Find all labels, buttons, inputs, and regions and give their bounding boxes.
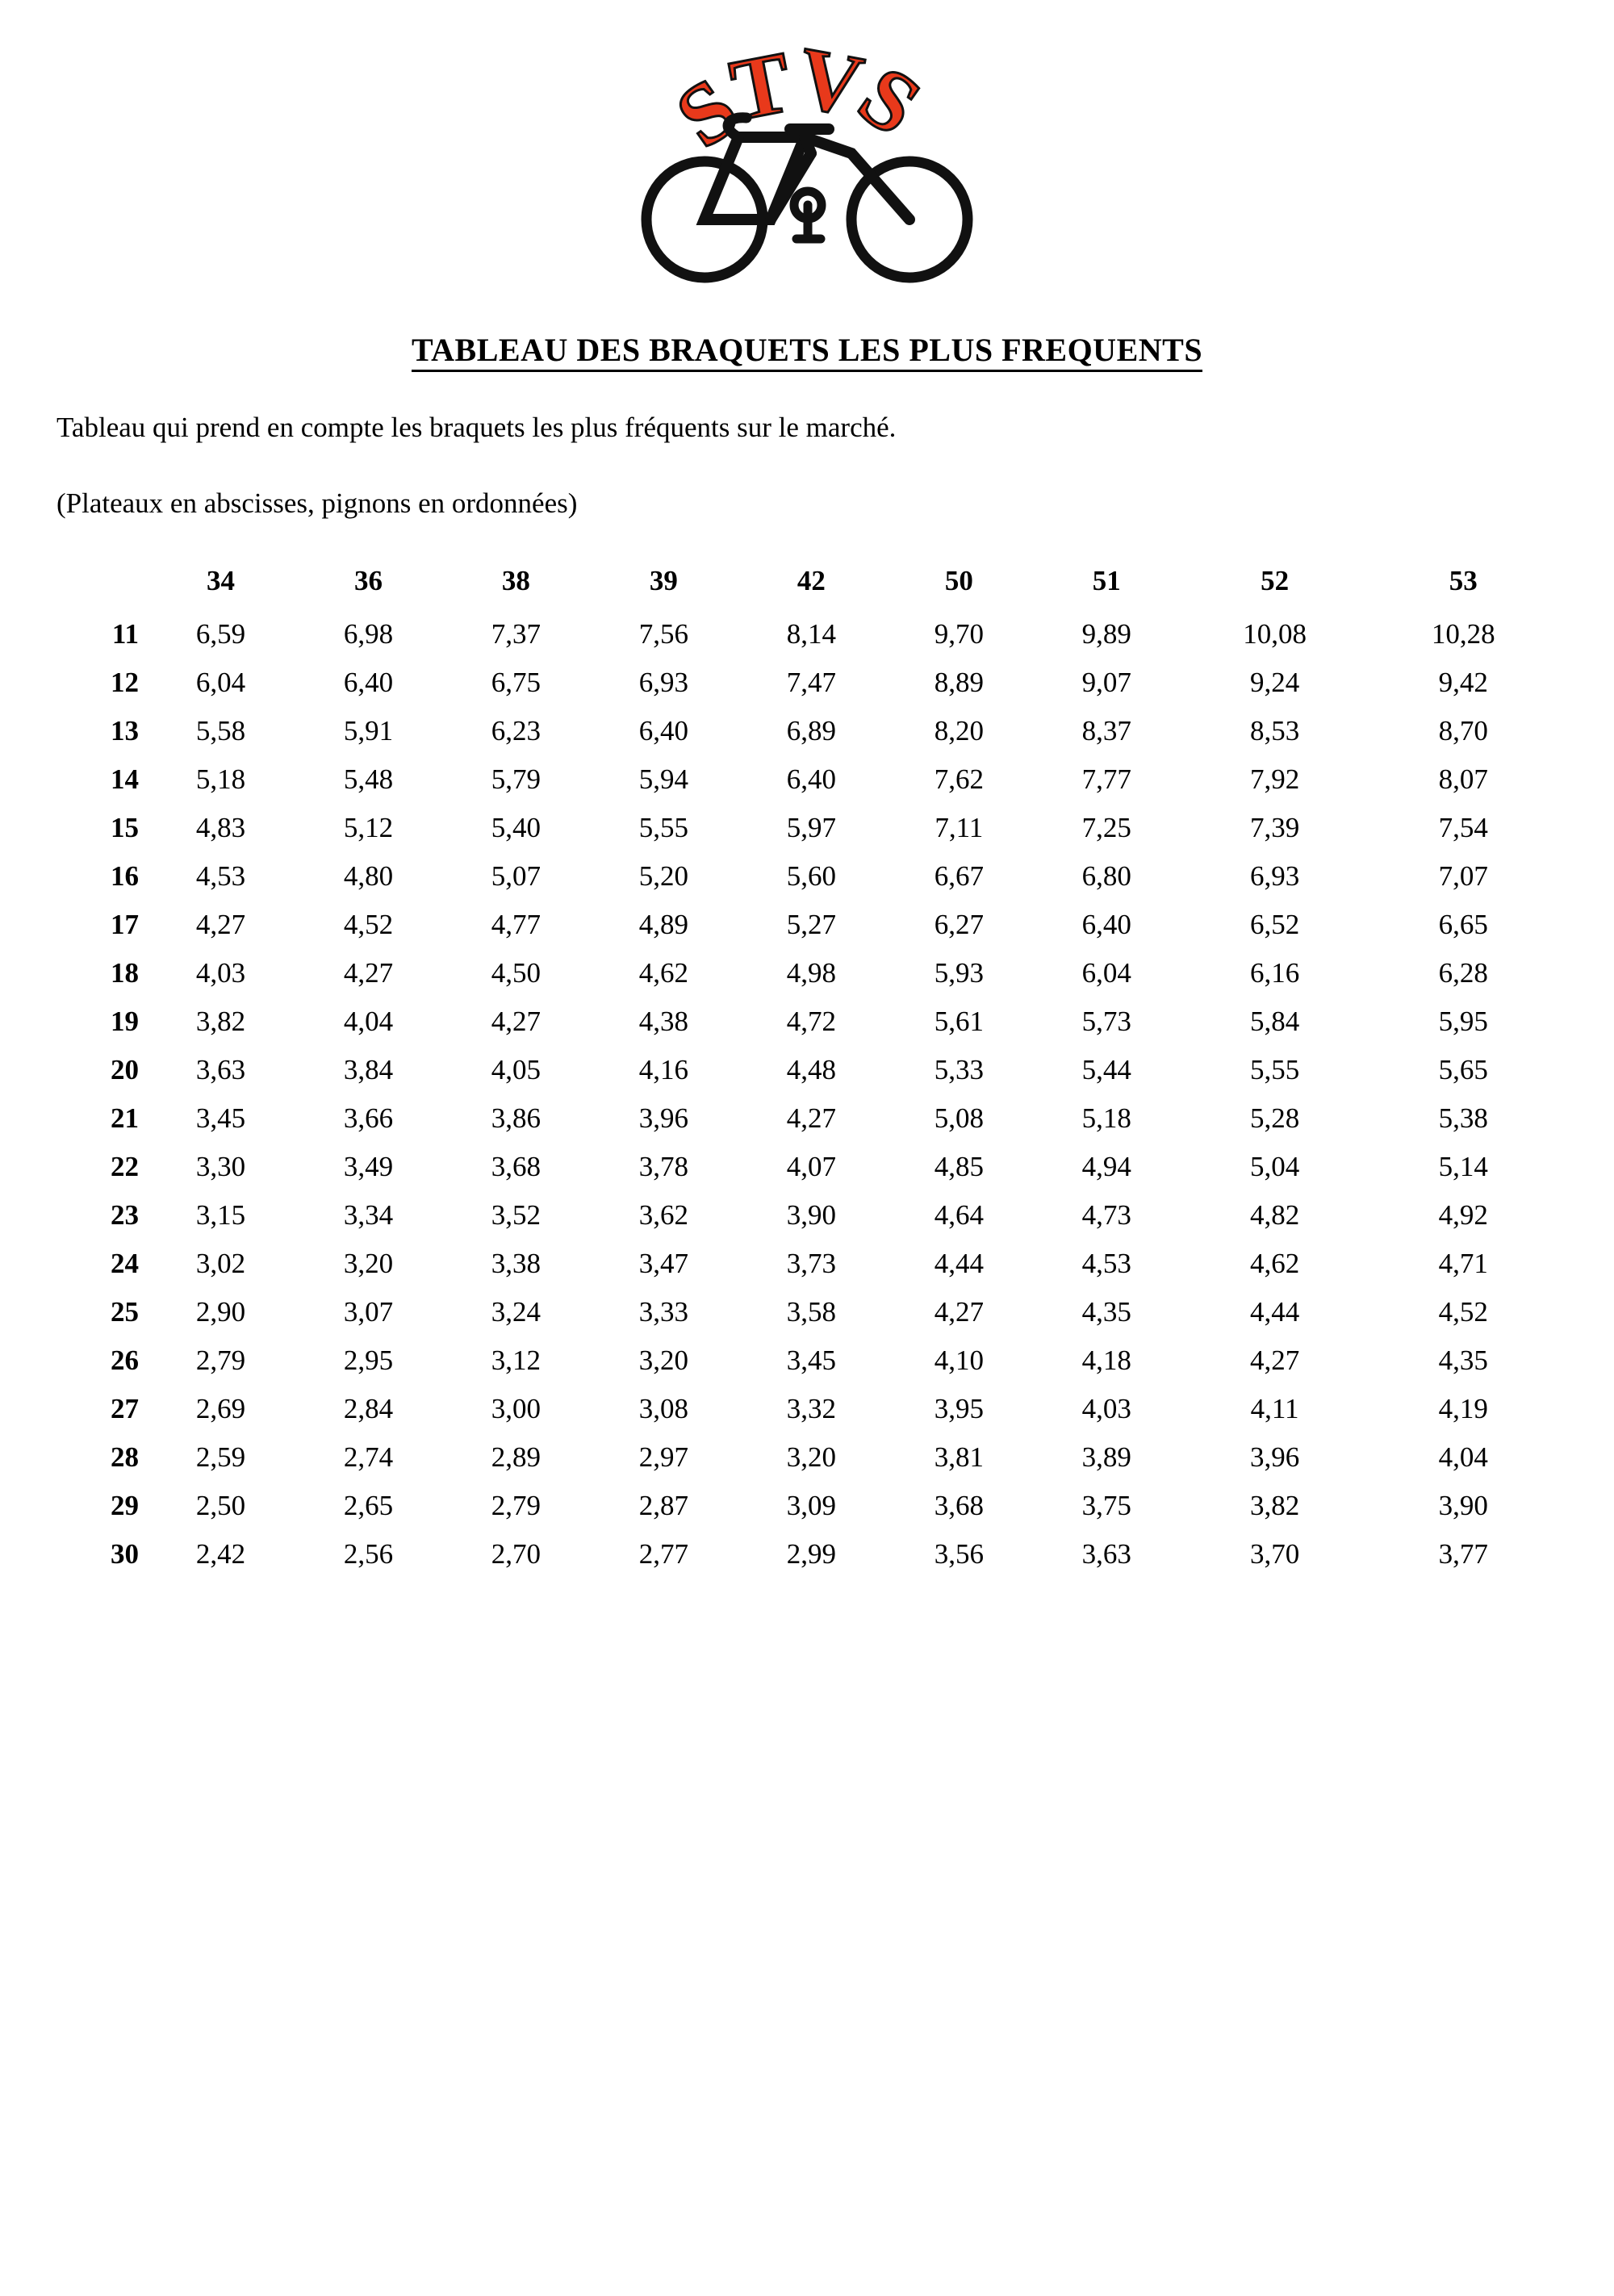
row-header: 30	[111, 1538, 139, 1570]
table-header	[65, 564, 1558, 610]
table-cell: 3,62	[638, 1199, 689, 1231]
table-cell: 3,15	[195, 1199, 246, 1231]
table-cell: 5,40	[491, 812, 541, 843]
intro-paragraph: Tableau qui prend en compte les braquets les plus fréquents sur le marché.	[56, 412, 897, 443]
table-cell: 3,34	[343, 1199, 394, 1231]
row-header: 13	[111, 715, 139, 747]
table-cell: 2,50	[195, 1490, 246, 1521]
table-row	[65, 997, 1558, 1046]
table-cell: 3,84	[343, 1054, 394, 1085]
table-row	[65, 1143, 1558, 1191]
column-header: 50	[944, 565, 973, 596]
table-cell: 2,56	[343, 1538, 394, 1570]
table-cell: 5,97	[786, 812, 836, 843]
row-header: 23	[111, 1199, 139, 1231]
table-cell: 4,07	[786, 1151, 836, 1182]
table-cell: 7,37	[491, 618, 541, 650]
table-cell: 5,73	[1081, 1006, 1131, 1037]
table-cell: 5,93	[934, 957, 984, 989]
table-cell: 3,89	[1081, 1441, 1131, 1473]
table-cell: 3,75	[1081, 1490, 1131, 1521]
table-header-row	[65, 564, 1558, 610]
table-cell: 6,28	[1438, 957, 1488, 989]
table-cell: 3,12	[491, 1345, 541, 1376]
table-cell: 8,07	[1438, 763, 1488, 795]
table-cell: 3,73	[786, 1248, 836, 1279]
table-cell: 8,20	[934, 715, 984, 747]
row-header: 15	[111, 812, 139, 843]
table-cell: 7,92	[1249, 763, 1300, 795]
table-cell: 3,02	[195, 1248, 246, 1279]
table-cell: 4,92	[1438, 1199, 1488, 1231]
column-header: 39	[649, 565, 678, 596]
table-cell: 2,99	[786, 1538, 836, 1570]
table-cell: 7,25	[1081, 812, 1131, 843]
table-cell: 5,55	[1249, 1054, 1300, 1085]
table-cell: 8,70	[1438, 715, 1488, 747]
table-cell: 8,89	[934, 667, 984, 698]
table-cell: 4,62	[1249, 1248, 1300, 1279]
table-cell: 4,64	[934, 1199, 984, 1231]
row-header: 17	[111, 909, 139, 940]
column-header: 53	[1449, 565, 1478, 596]
table-cell: 2,42	[195, 1538, 246, 1570]
table-cell: 5,18	[1081, 1102, 1131, 1134]
table-cell: 4,19	[1438, 1393, 1488, 1424]
table-cell: 5,48	[343, 763, 394, 795]
table-cell: 5,61	[934, 1006, 984, 1037]
table-cell: 3,78	[638, 1151, 689, 1182]
column-header: 42	[797, 565, 826, 596]
table-cell: 3,63	[1081, 1538, 1131, 1570]
table-row	[65, 1385, 1558, 1433]
table-cell: 6,27	[934, 909, 984, 940]
table-cell: 3,07	[343, 1296, 394, 1328]
table-row	[65, 610, 1558, 659]
table-cell: 3,90	[1438, 1490, 1488, 1521]
table-cell: 5,14	[1438, 1151, 1488, 1182]
table-cell: 6,80	[1081, 860, 1131, 892]
table-cell: 6,04	[1081, 957, 1131, 989]
table-cell: 5,38	[1438, 1102, 1488, 1134]
bicycle-icon	[646, 118, 968, 278]
table-cell: 2,84	[343, 1393, 394, 1424]
table-cell: 6,93	[638, 667, 689, 698]
table-cell: 3,58	[786, 1296, 836, 1328]
table-cell: 4,27	[343, 957, 394, 989]
logo-graphic	[617, 32, 997, 299]
table-cell: 3,30	[195, 1151, 246, 1182]
table-cell: 4,03	[1081, 1393, 1131, 1424]
table-cell: 5,94	[638, 763, 689, 795]
table-cell: 4,52	[1438, 1296, 1488, 1328]
table-cell: 7,47	[786, 667, 836, 698]
table-cell: 6,40	[343, 667, 394, 698]
table-row	[65, 659, 1558, 707]
row-header: 27	[111, 1393, 139, 1424]
table-cell: 3,47	[638, 1248, 689, 1279]
table-cell: 4,77	[491, 909, 541, 940]
table-cell: 4,52	[343, 909, 394, 940]
page-title	[0, 331, 1614, 369]
table-cell: 3,56	[934, 1538, 984, 1570]
table-cell: 6,75	[491, 667, 541, 698]
table-cell: 4,27	[934, 1296, 984, 1328]
table-cell: 2,79	[491, 1490, 541, 1521]
table-cell: 10,28	[1431, 618, 1495, 650]
table-cell: 3,86	[491, 1102, 541, 1134]
table-cell: 6,40	[638, 715, 689, 747]
row-header: 21	[111, 1102, 139, 1134]
table-row	[65, 1433, 1558, 1482]
table-row	[65, 1191, 1558, 1240]
table-cell: 7,54	[1438, 812, 1488, 843]
table-cell: 6,59	[195, 618, 246, 650]
table-cell: 6,65	[1438, 909, 1488, 940]
table-cell: 5,07	[491, 860, 541, 892]
table-cell: 4,38	[638, 1006, 689, 1037]
table-cell: 4,04	[1438, 1441, 1488, 1473]
table-row	[65, 707, 1558, 755]
table-cell: 7,62	[934, 763, 984, 795]
row-header: 16	[111, 860, 139, 892]
gear-ratio-table	[65, 564, 1558, 1579]
table-row	[65, 1482, 1558, 1530]
row-header: 24	[111, 1248, 139, 1279]
table-cell: 6,67	[934, 860, 984, 892]
table-cell: 6,52	[1249, 909, 1300, 940]
table-row	[65, 755, 1558, 804]
table-cell: 7,56	[638, 618, 689, 650]
row-header: 18	[111, 957, 139, 989]
row-header: 20	[111, 1054, 139, 1085]
stvs-cycling-logo	[617, 32, 997, 299]
table-cell: 3,24	[491, 1296, 541, 1328]
table-cell: 5,20	[638, 860, 689, 892]
table-cell: 2,70	[491, 1538, 541, 1570]
table-cell: 5,95	[1438, 1006, 1488, 1037]
table-cell: 5,08	[934, 1102, 984, 1134]
table-row	[65, 901, 1558, 949]
table-cell: 3,90	[786, 1199, 836, 1231]
table-cell: 6,93	[1249, 860, 1300, 892]
table-cell: 3,09	[786, 1490, 836, 1521]
table-cell: 4,82	[1249, 1199, 1300, 1231]
row-header: 29	[111, 1490, 139, 1521]
table-cell: 6,40	[1081, 909, 1131, 940]
table-cell: 5,91	[343, 715, 394, 747]
page-title-text: TABLEAU DES BRAQUETS LES PLUS FREQUENTS	[412, 332, 1202, 372]
table-row	[65, 1094, 1558, 1143]
table-cell: 9,07	[1081, 667, 1131, 698]
table-cell: 5,44	[1081, 1054, 1131, 1085]
table-cell: 9,42	[1438, 667, 1488, 698]
table-cell: 4,27	[786, 1102, 836, 1134]
table-cell: 4,48	[786, 1054, 836, 1085]
table-cell: 4,11	[1250, 1393, 1299, 1424]
table-row	[65, 804, 1558, 852]
table-cell: 4,18	[1081, 1345, 1131, 1376]
table-cell: 5,58	[195, 715, 246, 747]
table-cell: 6,16	[1249, 957, 1300, 989]
table-cell: 2,69	[195, 1393, 246, 1424]
table-cell: 4,27	[1249, 1345, 1300, 1376]
table-row	[65, 1046, 1558, 1094]
table-cell: 7,11	[935, 812, 984, 843]
table-cell: 9,70	[934, 618, 984, 650]
logo-block	[0, 0, 1614, 299]
table-cell: 8,14	[786, 618, 836, 650]
table-cell: 3,20	[638, 1345, 689, 1376]
table-cell: 4,85	[934, 1151, 984, 1182]
row-header: 12	[111, 667, 139, 698]
table-cell: 2,65	[343, 1490, 394, 1521]
table-cell: 4,27	[195, 909, 246, 940]
table-row	[65, 1336, 1558, 1385]
column-header: 51	[1092, 565, 1121, 596]
table-cell: 3,32	[786, 1393, 836, 1424]
table-cell: 8,53	[1249, 715, 1300, 747]
column-header: 36	[353, 565, 383, 596]
table-cell: 3,20	[343, 1248, 394, 1279]
table-cell: 4,53	[195, 860, 246, 892]
table-cell: 4,73	[1081, 1199, 1131, 1231]
table-cell: 4,71	[1438, 1248, 1488, 1279]
table-cell: 3,68	[934, 1490, 984, 1521]
table-cell: 4,35	[1438, 1345, 1488, 1376]
table-cell: 4,72	[786, 1006, 836, 1037]
table-cell: 6,89	[786, 715, 836, 747]
table-cell: 3,52	[491, 1199, 541, 1231]
table-cell: 5,12	[343, 812, 394, 843]
table-cell: 5,60	[786, 860, 836, 892]
table-cell: 2,77	[638, 1538, 689, 1570]
table-cell: 2,90	[195, 1296, 246, 1328]
table-cell: 4,83	[195, 812, 246, 843]
table-row	[65, 1530, 1558, 1579]
table-cell: 3,66	[343, 1102, 394, 1134]
table-cell: 4,10	[934, 1345, 984, 1376]
table-cell: 2,87	[638, 1490, 689, 1521]
table-cell: 3,00	[491, 1393, 541, 1424]
row-header: 11	[111, 618, 139, 650]
table-cell: 9,89	[1081, 618, 1131, 650]
table-cell: 4,50	[491, 957, 541, 989]
table-cell: 5,27	[786, 909, 836, 940]
table-cell: 5,84	[1249, 1006, 1300, 1037]
table-cell: 5,04	[1249, 1151, 1300, 1182]
table-cell: 5,65	[1438, 1054, 1488, 1085]
table-cell: 4,80	[343, 860, 394, 892]
table-cell: 4,53	[1081, 1248, 1131, 1279]
table-corner-cell	[65, 564, 147, 610]
table-cell: 3,20	[786, 1441, 836, 1473]
table-cell: 2,74	[343, 1441, 394, 1473]
row-header: 28	[111, 1441, 139, 1473]
column-header: 38	[501, 565, 530, 596]
table-cell: 3,33	[638, 1296, 689, 1328]
table-cell: 4,44	[1249, 1296, 1300, 1328]
row-header: 22	[111, 1151, 139, 1182]
table-cell: 3,95	[934, 1393, 984, 1424]
table-cell: 3,77	[1438, 1538, 1488, 1570]
table-cell: 3,08	[638, 1393, 689, 1424]
column-header: 34	[206, 565, 235, 596]
table-cell: 2,79	[195, 1345, 246, 1376]
table-cell: 4,94	[1081, 1151, 1131, 1182]
row-header: 14	[111, 763, 139, 795]
table-cell: 9,24	[1249, 667, 1300, 698]
table-cell: 4,03	[195, 957, 246, 989]
table-cell: 3,70	[1249, 1538, 1300, 1570]
table-cell: 6,04	[195, 667, 246, 698]
table-cell: 10,08	[1243, 618, 1307, 650]
table-cell: 8,37	[1081, 715, 1131, 747]
table-cell: 4,35	[1081, 1296, 1131, 1328]
column-header: 52	[1261, 565, 1290, 596]
table-cell: 5,79	[491, 763, 541, 795]
table-cell: 7,07	[1438, 860, 1488, 892]
table-cell: 4,44	[934, 1248, 984, 1279]
gear-table-wrapper	[0, 564, 1614, 1579]
table-cell: 4,05	[491, 1054, 541, 1085]
table-cell: 4,16	[638, 1054, 689, 1085]
table-cell: 3,45	[786, 1345, 836, 1376]
table-row	[65, 1240, 1558, 1288]
table-cell: 6,98	[343, 618, 394, 650]
row-header: 19	[111, 1006, 139, 1037]
table-row	[65, 949, 1558, 997]
table-cell: 5,18	[195, 763, 246, 795]
table-cell: 2,95	[343, 1345, 394, 1376]
table-cell: 3,68	[491, 1151, 541, 1182]
table-cell: 3,82	[195, 1006, 246, 1037]
table-cell: 3,45	[195, 1102, 246, 1134]
table-cell: 6,23	[491, 715, 541, 747]
table-cell: 3,96	[1249, 1441, 1300, 1473]
table-cell: 4,98	[786, 957, 836, 989]
table-cell: 3,96	[638, 1102, 689, 1134]
table-cell: 5,55	[638, 812, 689, 843]
table-cell: 3,49	[343, 1151, 394, 1182]
table-cell: 3,38	[491, 1248, 541, 1279]
table-cell: 5,33	[934, 1054, 984, 1085]
row-header: 26	[111, 1345, 139, 1376]
table-cell: 6,40	[786, 763, 836, 795]
table-cell: 2,59	[195, 1441, 246, 1473]
table-cell: 3,81	[934, 1441, 984, 1473]
table-row	[65, 1288, 1558, 1336]
table-cell: 7,77	[1081, 763, 1131, 795]
table-cell: 4,04	[343, 1006, 394, 1037]
table-cell: 2,89	[491, 1441, 541, 1473]
table-cell: 3,82	[1249, 1490, 1300, 1521]
table-cell: 7,39	[1249, 812, 1300, 843]
table-cell: 3,63	[195, 1054, 246, 1085]
table-cell: 4,89	[638, 909, 689, 940]
axes-note: (Plateaux en abscisses, pignons en ordonnées)	[56, 487, 578, 519]
table-cell: 5,28	[1249, 1102, 1300, 1134]
table-cell: 4,62	[638, 957, 689, 989]
table-cell: 4,27	[491, 1006, 541, 1037]
table-cell: 2,97	[638, 1441, 689, 1473]
table-body	[65, 610, 1558, 1579]
row-header: 25	[111, 1296, 139, 1328]
table-row	[65, 852, 1558, 901]
logo-brand-text: STVS	[659, 32, 955, 167]
